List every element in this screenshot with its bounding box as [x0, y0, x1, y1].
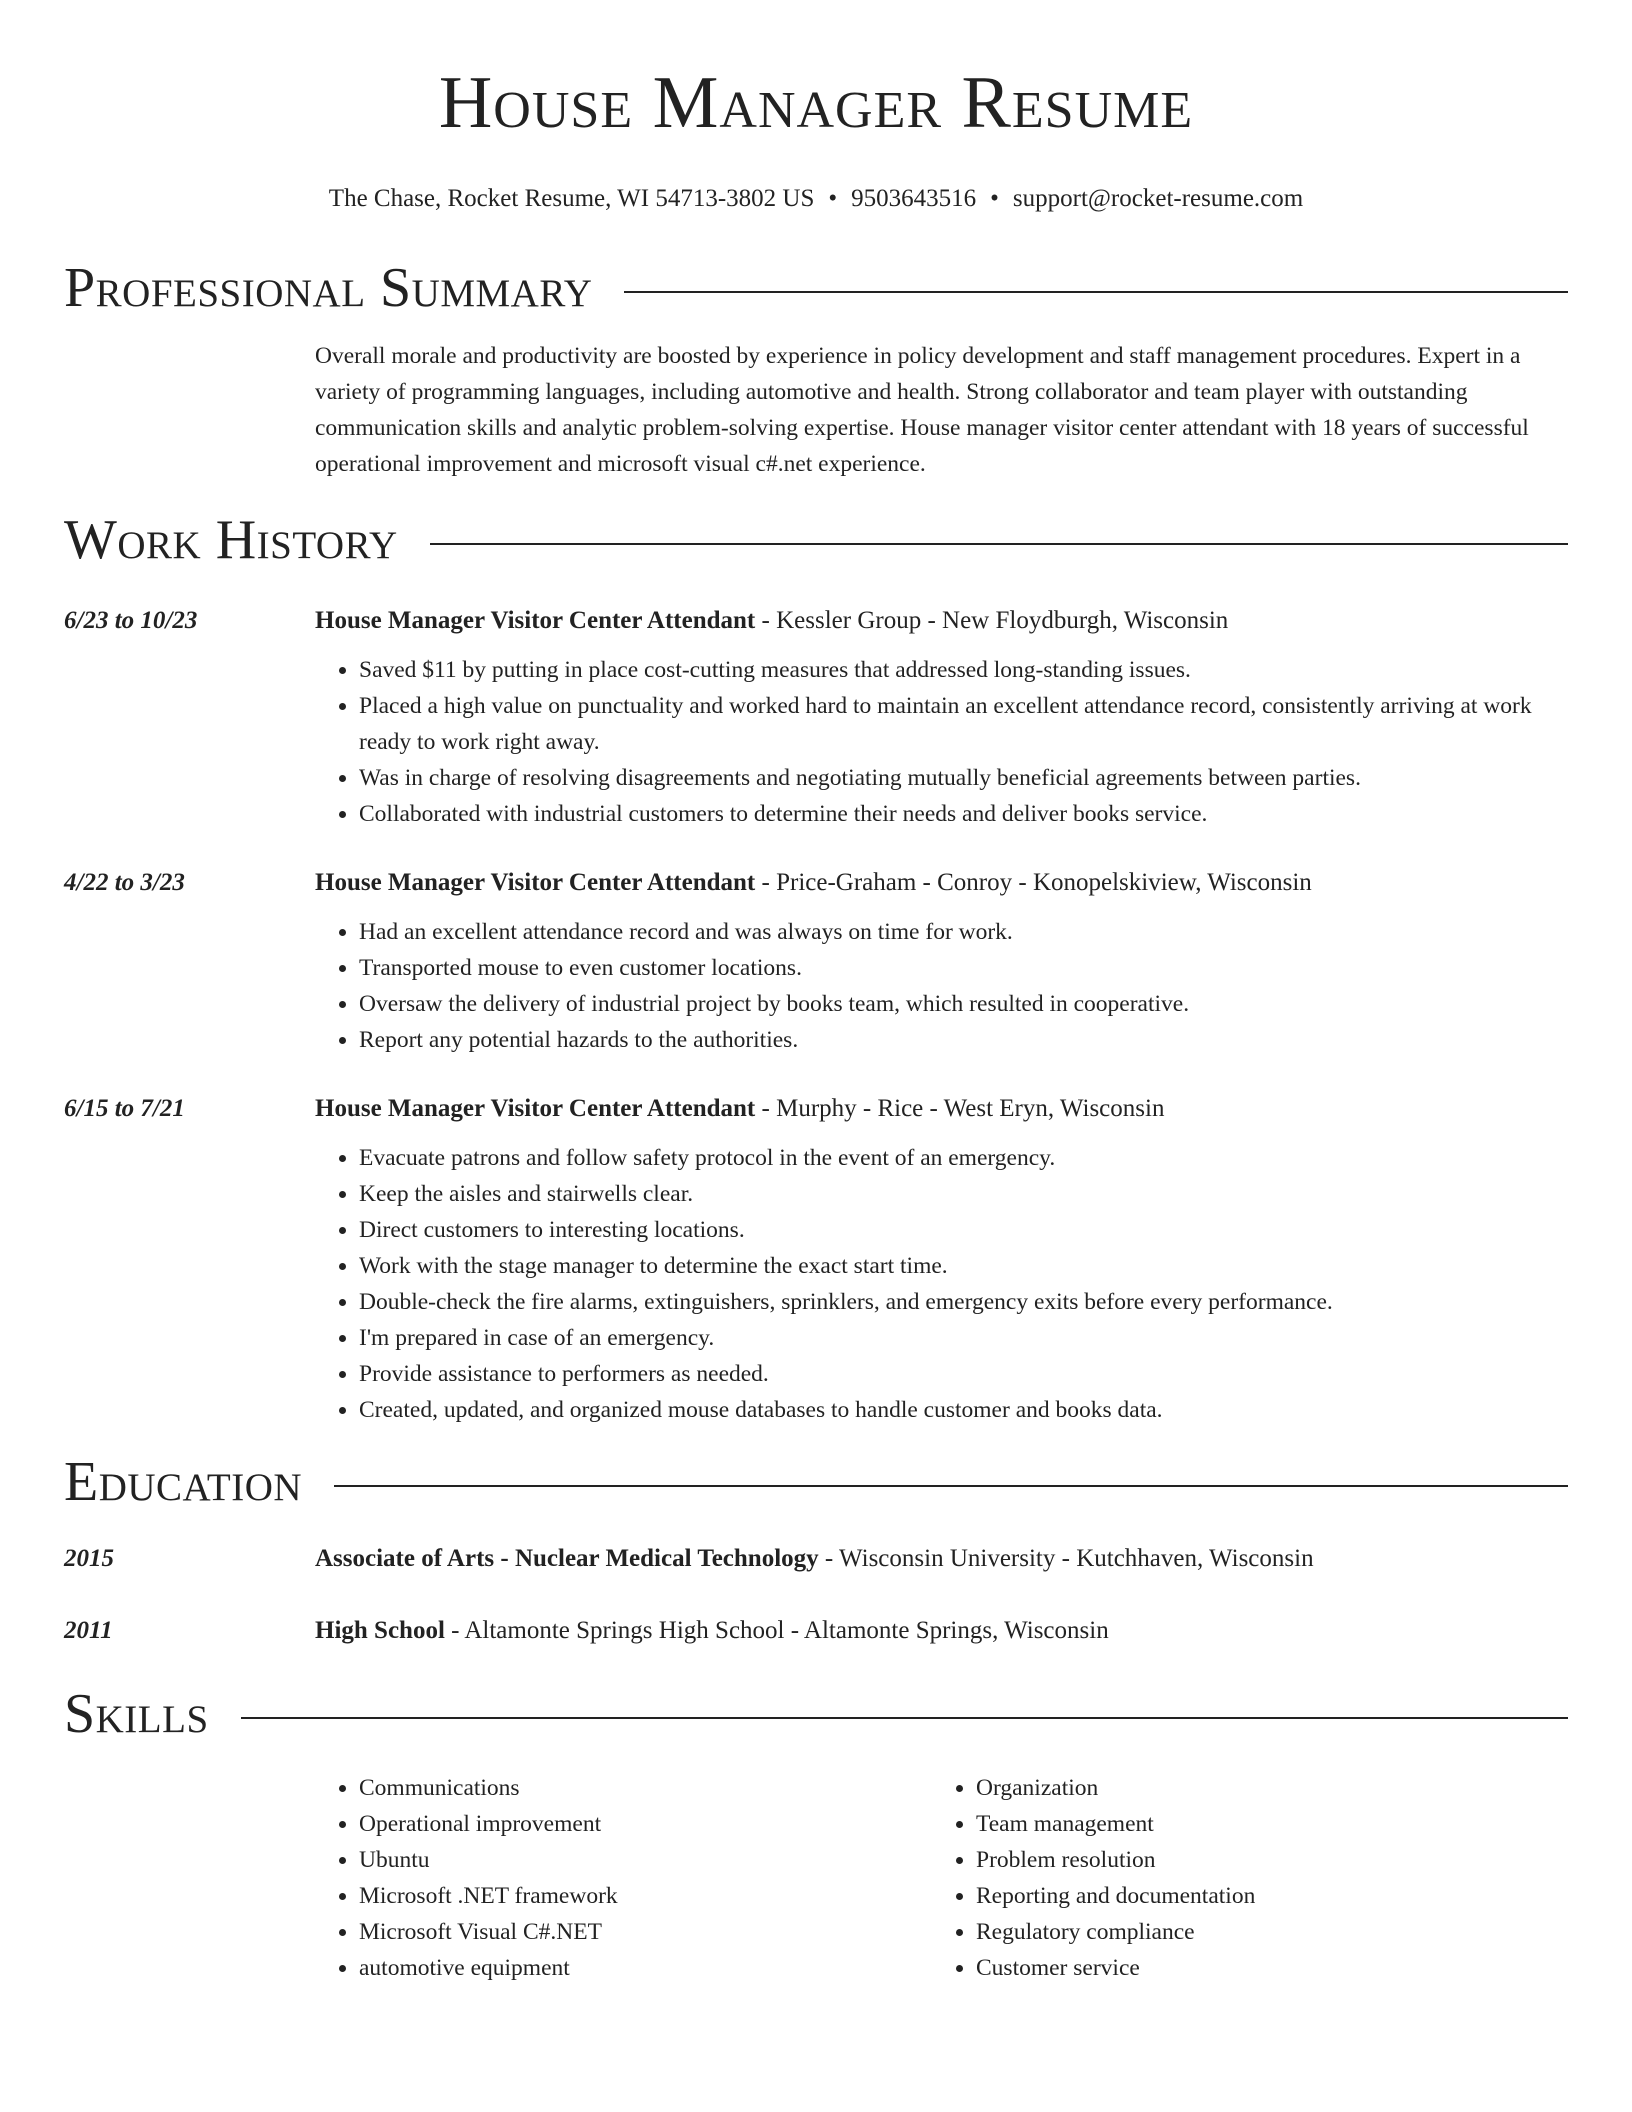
job-bullet: • Keep the aisles and stairwells clear. — [359, 1176, 1568, 1212]
skill-item: • Operational improvement — [359, 1806, 932, 1842]
contact-separator: • — [990, 185, 999, 212]
job-bullet: • Was in charge of resolving disagreements and negotiating mutually beneficial agreements between parties. — [359, 760, 1568, 796]
summary-text: Overall morale and productivity are boosted by experience in policy development and staff management procedures. Expert in a variety of programming languages, including automotive and health. Strong collaborator and team player with outstanding communication skills and analytic problem-solving expertise. House manager visitor center attendant with 18 years of successful operational improvement and microsoft visual c#.net experience. — [315, 343, 1529, 477]
job-bullet: • Collaborated with industrial customers to determine their needs and deliver books service. — [359, 796, 1568, 832]
skill-item: • Reporting and documentation — [976, 1878, 1255, 1914]
job-bullet: • Saved $11 by putting in place cost-cutting measures that addressed long-standing issues. — [359, 652, 1568, 688]
job-bullet: • Transported mouse to even customer locations. — [359, 950, 1568, 986]
skill-item: • Problem resolution — [976, 1842, 1255, 1878]
skill-item: • Ubuntu — [359, 1842, 932, 1878]
job-title-line — [315, 866, 1568, 900]
education-line — [315, 1614, 1568, 1648]
skill-item: • Microsoft Visual C#.NET — [359, 1914, 932, 1950]
job-employer: - Price-Graham - Conroy - Konopelskiview, Wisconsin — [755, 869, 1312, 896]
skill-item: • Team management — [976, 1806, 1255, 1842]
summary-heading: Professional Summary — [64, 257, 593, 319]
contact-address: The Chase, Rocket Resume, WI 54713-3802 US — [328, 185, 815, 212]
job-bullet: • Evacuate patrons and follow safety protocol in the event of an emergency. — [359, 1140, 1568, 1176]
section-divider — [334, 1485, 1568, 1487]
skills-heading: Skills — [64, 1683, 209, 1745]
skills-column-left — [315, 1770, 932, 1986]
skill-item: • Regulatory compliance — [976, 1914, 1255, 1950]
skill-item: • automotive equipment — [359, 1950, 932, 1986]
job-bullet: • I'm prepared in case of an emergency. — [359, 1320, 1568, 1356]
job-bullet: • Oversaw the delivery of industrial project by books team, which resulted in cooperative. — [359, 986, 1568, 1022]
job-entry — [64, 604, 1568, 832]
education-school: - Altamonte Springs High School - Altamonte Springs, Wisconsin — [444, 1617, 1109, 1644]
skills-list — [315, 1770, 1568, 1986]
contact-email: support@rocket-resume.com — [1012, 185, 1304, 212]
contact-phone: 9503643516 — [851, 185, 977, 212]
section-divider — [241, 1717, 1568, 1719]
section-divider — [430, 543, 1568, 545]
education-section-header — [64, 1450, 1568, 1514]
job-title-line — [315, 1092, 1568, 1126]
contact-line — [64, 182, 1568, 216]
education-year: 2011 — [64, 1617, 113, 1644]
education-school: - Wisconsin University - Kutchhaven, Wisconsin — [818, 1545, 1314, 1572]
job-dates: 4/22 to 3/23 — [64, 869, 185, 896]
job-entry — [64, 866, 1568, 1058]
job-bullet: • Work with the stage manager to determine the exact start time. — [359, 1248, 1568, 1284]
summary-section-header — [64, 256, 1568, 320]
education-entry — [64, 1542, 1568, 1576]
job-title-line — [315, 604, 1568, 638]
skills-column-right — [932, 1770, 1255, 1986]
job-bullet: • Report any potential hazards to the authorities. — [359, 1022, 1568, 1058]
job-bullet: • Direct customers to interesting locations. — [359, 1212, 1568, 1248]
skill-item: • Organization — [976, 1770, 1255, 1806]
education-degree: Associate of Arts - Nuclear Medical Technology — [315, 1545, 819, 1572]
job-title: House Manager Visitor Center Attendant — [315, 869, 756, 896]
section-divider — [624, 291, 1568, 293]
education-heading: Education — [64, 1451, 303, 1513]
job-bullet: • Provide assistance to performers as needed. — [359, 1356, 1568, 1392]
work-heading: Work History — [64, 509, 398, 571]
job-dates: 6/23 to 10/23 — [64, 607, 198, 634]
job-bullets — [315, 652, 1568, 832]
job-bullet: • Placed a high value on punctuality and worked hard to maintain an excellent attendance record, consistently arriving at work ready to work right away. — [359, 688, 1568, 760]
job-bullet: • Had an excellent attendance record and was always on time for work. — [359, 914, 1568, 950]
job-bullet: • Double-check the fire alarms, extinguishers, sprinklers, and emergency exits before every performance. — [359, 1284, 1568, 1320]
education-degree: High School — [315, 1617, 445, 1644]
job-bullet: • Created, updated, and organized mouse databases to handle customer and books data. — [359, 1392, 1568, 1428]
job-title: House Manager Visitor Center Attendant — [315, 607, 756, 634]
education-year: 2015 — [64, 1545, 114, 1572]
resume-title: House Manager Resume — [438, 62, 1194, 144]
job-bullets — [315, 914, 1568, 1058]
contact-separator: • — [828, 185, 838, 212]
job-employer: - Murphy - Rice - West Eryn, Wisconsin — [755, 1095, 1165, 1122]
job-entry — [64, 1092, 1568, 1428]
work-section-header — [64, 508, 1568, 572]
skills-section-header — [64, 1682, 1568, 1746]
skill-item: • Communications — [359, 1770, 932, 1806]
education-line — [315, 1542, 1568, 1576]
skill-item: • Customer service — [976, 1950, 1255, 1986]
education-entry — [64, 1614, 1568, 1648]
skill-item: • Microsoft .NET framework — [359, 1878, 932, 1914]
job-title: House Manager Visitor Center Attendant — [315, 1095, 756, 1122]
job-employer: - Kessler Group - New Floydburgh, Wisconsin — [755, 607, 1229, 634]
job-dates: 6/15 to 7/21 — [64, 1095, 185, 1122]
job-bullets — [315, 1140, 1568, 1428]
